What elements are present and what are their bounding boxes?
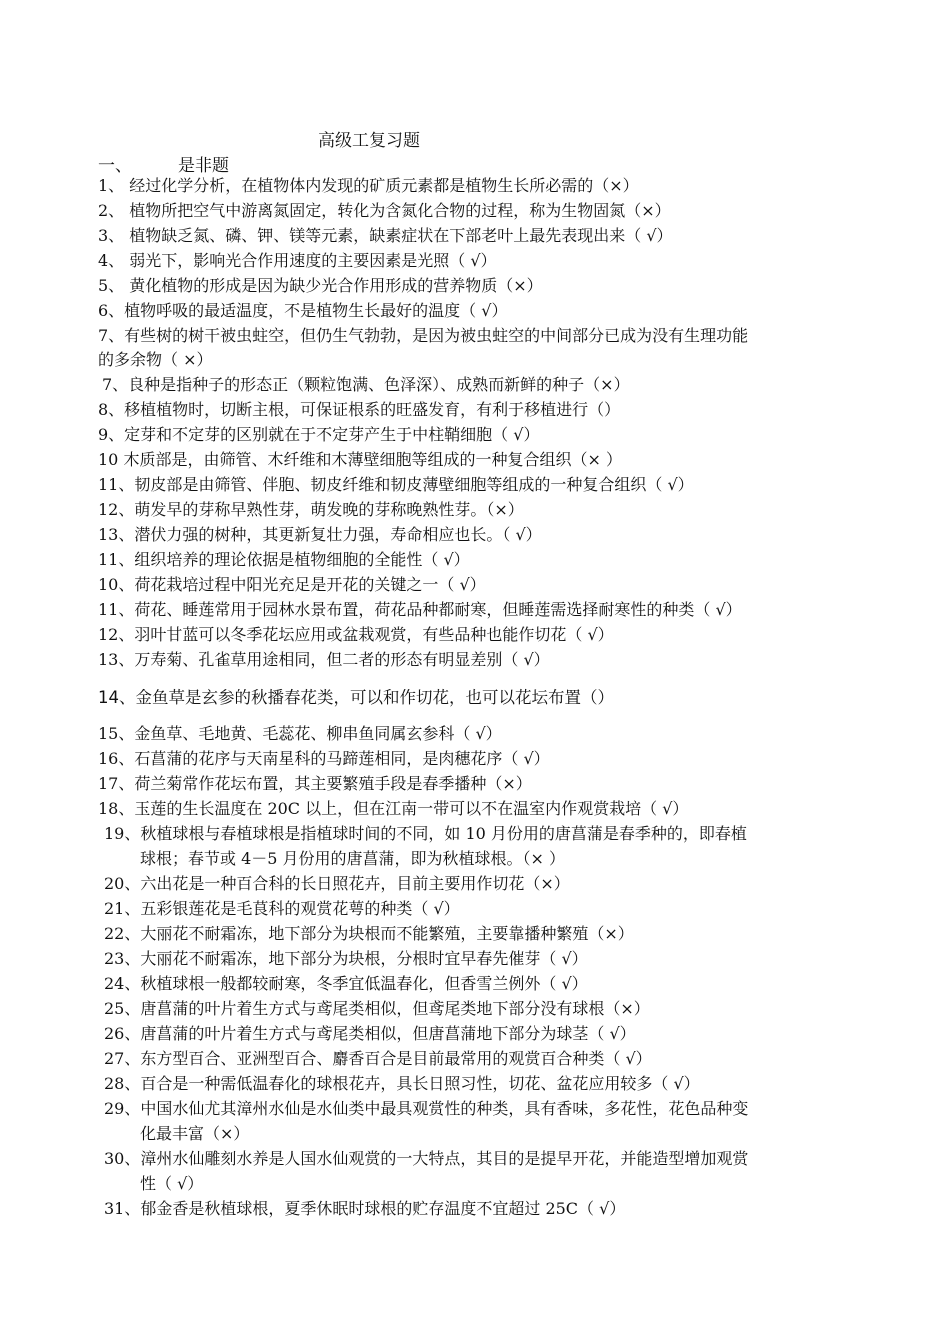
question-line: 17、荷兰菊常作花坛布置，其主要繁殖手段是春季播种（×） [98,774,532,793]
question-line: 29、中国水仙尤其漳州水仙是水仙类中最具观赏性的种类，具有香味，多花性，花色品种变 [104,1099,749,1118]
question-line: 12、萌发早的芽称早熟性芽，萌发晚的芽称晚熟性芽。（×） [98,500,524,519]
question-line: 22、大丽花不耐霜冻，地下部分为块根而不能繁殖，主要靠播种繁殖（×） [104,924,634,943]
question-line: 28、百合是一种需低温春化的球根花卉，具长日照习性，切花、盆花应用较多（ √） [104,1074,700,1093]
question-line: 7、有些树的树干被虫蛀空，但仍生气勃勃，是因为被虫蛀空的中间部分已成为没有生理功能 [98,326,749,345]
question-line: 20、六出花是一种百合科的长日照花卉，目前主要用作切花（×） [104,874,570,893]
question-line: 19、秋植球根与春植球根是指植球时间的不同，如 10 月份用的唐菖蒲是春季种的，即春植 [104,824,747,843]
question-line: 6、植物呼吸的最适温度，不是植物生长最好的温度（ √） [98,301,508,320]
question-line: 9、定芽和不定芽的区别就在于不定芽产生于中柱鞘细胞（ √） [98,425,540,444]
section-heading [98,151,229,176]
question-line: 11、荷花、睡莲常用于园林水景布置，荷花品种都耐寒，但睡莲需选择耐寒性的种类（ √） [98,600,742,619]
question-line: 24、秋植球根一般都较耐寒，冬季宜低温春化，但香雪兰例外（ √） [104,974,588,993]
question-line-continued: 的多余物（ ×） [98,350,213,369]
question-line: 23、大丽花不耐霜冻，地下部分为块根，分根时宜早春先催芽（ √） [104,949,588,968]
question-line: 30、漳州水仙雕刻水养是人国水仙观赏的一大特点，其目的是提早开花，并能造型增加观赏 [104,1149,749,1168]
question-line: 13、万寿菊、孔雀草用途相同，但二者的形态有明显差别（ √） [98,650,550,669]
section-title: 是非题 [178,156,229,176]
question-line: 16、石菖蒲的花序与天南星科的马蹄莲相同，是肉穗花序（ √） [98,749,550,768]
question-line: 8、移植植物时，切断主根，可保证根系的旺盛发育，有利于移植进行（） [98,400,621,419]
question-line-continued: 球根；春节或 4－5 月份用的唐菖蒲，即为秋植球根。（× ） [140,849,566,868]
question-line: 18、玉莲的生长温度在 20C 以上，但在江南一带可以不在温室内作观赏栽培（ √） [98,799,689,818]
section-number: 一、 [98,156,132,176]
question-line: 31、郁金香是秋植球根，夏季休眠时球根的贮存温度不宜超过 25C（ √） [104,1199,626,1218]
question-line: 15、金鱼草、毛地黄、毛蕊花、柳串鱼同属玄参科（ √） [98,724,502,743]
question-line: 10 木质部是，由筛管、木纤维和木薄壁细胞等组成的一种复合组织（× ） [98,450,622,469]
question-line: 13、潜伏力强的树种，其更新复壮力强，寿命相应也长。（ √） [98,525,542,544]
document-title: 高级工复习题 [318,131,420,151]
question-line: 26、唐菖蒲的叶片着生方式与鸢尾类相似，但唐菖蒲地下部分为球茎（ √） [104,1024,636,1043]
question-line: 2、 植物所把空气中游离氮固定，转化为含氮化合物的过程，称为生物固氮（×） [98,201,671,220]
question-line-continued: 性（ √） [140,1174,204,1193]
question-line: 10、荷花栽培过程中阳光充足是开花的关键之一（ √） [98,575,486,594]
question-line: 7、良种是指种子的形态正（颗粒饱满、色泽深）、成熟而新鲜的种子（×） [102,375,630,394]
question-line: 11、组织培养的理论依据是植物细胞的全能性（ √） [98,550,470,569]
question-line: 27、东方型百合、亚洲型百合、麝香百合是目前最常用的观赏百合种类（ √） [104,1049,652,1068]
question-line: 14、金鱼草是玄参的秋播春花类，可以和作切花，也可以花坛布置（） [98,688,614,707]
question-line: 4、 弱光下，影响光合作用速度的主要因素是光照（ √） [98,251,497,270]
question-line: 3、 植物缺乏氮、磷、钾、镁等元素，缺素症状在下部老叶上最先表现出来（ √） [98,226,673,245]
question-line: 25、唐菖蒲的叶片着生方式与鸢尾类相似，但鸢尾类地下部分没有球根（×） [104,999,650,1018]
question-line-continued: 化最丰富（×） [140,1124,250,1143]
question-line: 11、韧皮部是由筛管、伴胞、韧皮纤维和韧皮薄壁细胞等组成的一种复合组织（ √） [98,475,694,494]
question-line: 12、羽叶甘蓝可以冬季花坛应用或盆栽观赏，有些品种也能作切花（ √） [98,625,614,644]
question-line: 21、五彩银莲花是毛茛科的观赏花萼的种类（ √） [104,899,460,918]
question-line: 1、 经过化学分析，在植物体内发现的矿质元素都是植物生长所必需的（×） [98,176,639,195]
question-line: 5、 黄化植物的形成是因为缺少光合作用形成的营养物质（×） [98,276,543,295]
